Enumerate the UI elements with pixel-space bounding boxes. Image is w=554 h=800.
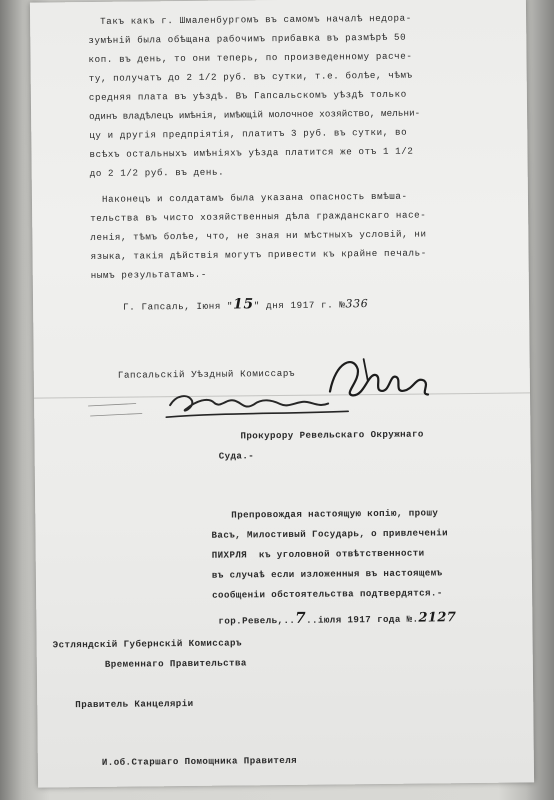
text-line: средняя плата въ уѣздѣ. Въ Гапсальскомъ уѣздѣ только (88, 88, 407, 104)
chancellery-title: Правитель Канцелярiи (75, 697, 194, 711)
margin-marks (86, 399, 146, 424)
text-line: Такъ какъ г. Шмаленбургомъ въ самомъ началѣ недора- (100, 12, 412, 27)
letter-number: 336 (345, 297, 369, 311)
text-line: Препровождая настоящую копiю, прошу (231, 507, 439, 521)
text-line: ПИХРЛЯ къ уголовной отвѣтственности (211, 547, 425, 561)
date-rest: " дня 1917 г. № (253, 299, 346, 312)
handwritten-day: 7 (295, 608, 307, 627)
handwritten-day: 15 (233, 296, 254, 313)
forwarding-number: 2127 (418, 610, 457, 626)
commissar-title: Эстляндскiй Губернскiй Комиссаръ (52, 637, 242, 651)
handwritten-signature (162, 381, 352, 423)
text-line: нымъ результатамъ.- (90, 268, 207, 281)
document-page (30, 0, 534, 788)
text-line: Васъ, Милостивый Государь, о привлеченiи (211, 527, 449, 541)
text-line: Наконецъ и солдатамъ была указана опасность вмѣша- (101, 190, 408, 205)
text-line: въ случаѣ если изложенныя въ настоящемъ (211, 567, 443, 581)
text-line: всѣхъ остальныхъ имѣнiяхъ уѣзда платится же отъ 1 1/2 (89, 145, 414, 161)
addressee-line: Прокурору Ревельскаго Окружнаго (240, 428, 424, 442)
text-line: тельства въ чисто хозяйственныя дѣла гражданскаго насе- (90, 209, 427, 224)
addressee-line: Суда.- (218, 450, 255, 462)
text-line: языка, такiя дѣйствiя могутъ привести къ крайне печаль- (90, 247, 427, 262)
letter-date-line (123, 295, 368, 314)
text-line: коп. въ день, то они теперь, по произведенному расче- (88, 50, 413, 66)
text-line: сообщенiи обстоятельства подтвердятся.- (212, 587, 443, 601)
commissar-title: Временнаго Правительства (104, 657, 247, 670)
date-rest: ..iюля 1917 года №. (306, 613, 419, 626)
text-line: ленiя, тѣмъ болѣе, что, не зная ни мѣстныхъ условiй, ни (90, 228, 427, 243)
date-place: Г. Гапсаль, Iюня " (123, 300, 234, 313)
assistant-title: И.об.Старшаго Помощника Правителя (101, 754, 298, 768)
text-line: ту, получатъ до 2 1/2 руб. въ сутки, т.е. болѣе, чѣмъ (88, 69, 413, 85)
text-line: одинъ владѣлецъ имѣнiя, имѣющiй молочное хозяйство, мельни- (89, 107, 421, 123)
forwarding-date-line (218, 607, 456, 627)
text-line: цу и другiя предпрiятiя, платитъ 3 руб. въ сутки, во (89, 126, 408, 142)
text-line: до 2 1/2 руб. въ день. (89, 166, 225, 180)
signature-title: Гапсальскiй Уѣздный Комиссаръ (117, 367, 296, 381)
text-line: зумѣнiй была обѣщана рабочимъ прибавка въ размѣрѣ 50 (88, 31, 407, 47)
date-place: гор.Ревель,.. (218, 614, 296, 627)
